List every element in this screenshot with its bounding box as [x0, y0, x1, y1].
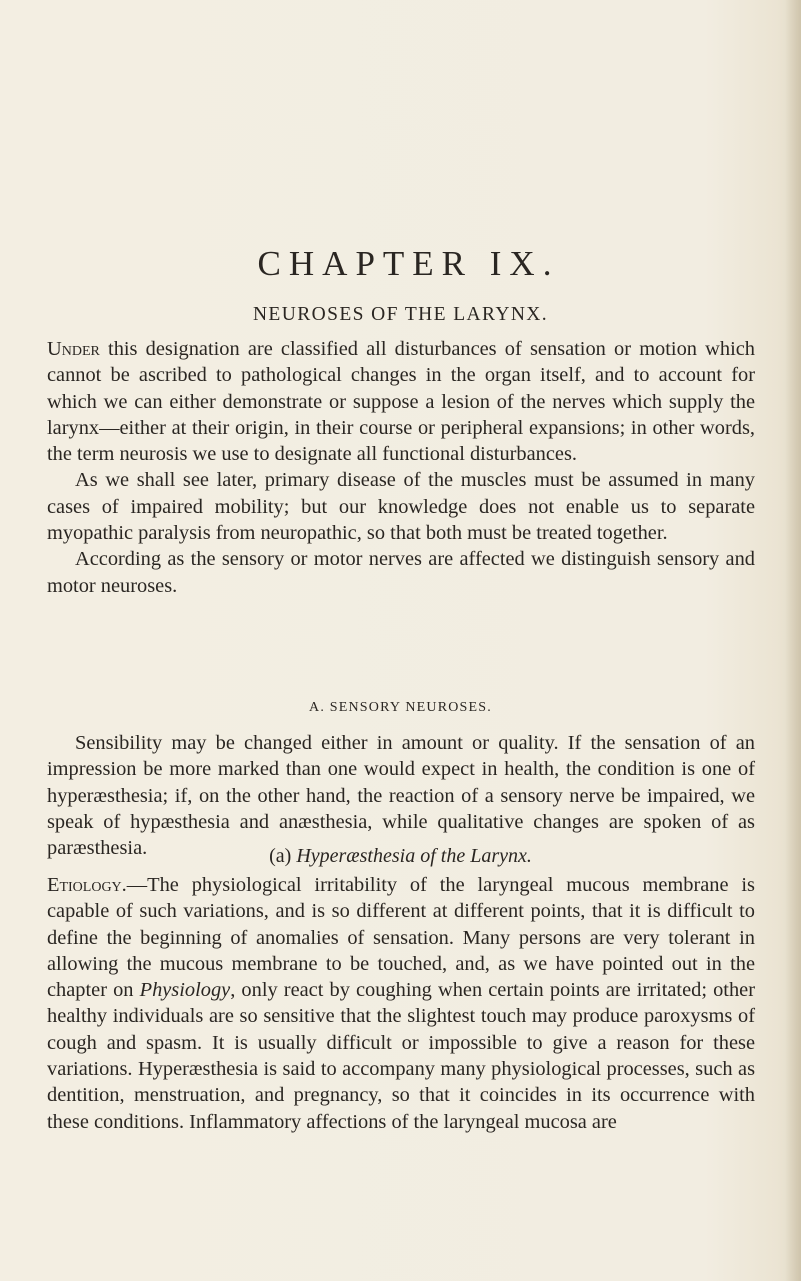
chapter-subtitle: NEUROSES OF THE LARYNX.: [252, 304, 549, 325]
section-a-text: [47, 730, 755, 861]
physiology-reference: Physiology: [139, 979, 231, 1002]
etiology-lead: Etiology.: [47, 874, 127, 896]
subsection-label: (a): [269, 845, 292, 867]
section-a-paragraph-1: Sensibility may be changed either in amount or quality. If the sensation of an impression be more marked than one would expect in health, the condition is one of hyperæsthesia; if, on the other hand, the reaction of a sensory nerve be impaired, we speak of hypæsthesia and anæsthesia, while qualitative changes are spoken of as paræsthesia.: [47, 732, 755, 860]
page-edge-shadow: [785, 0, 801, 1281]
subsection-title: [0, 845, 801, 868]
etiology-text-1: —The physiological irritability of the laryngeal mucous membrane is capable of such variations, and is so different at different points, that it is difficult to define the beginning of anomalies of sensation. Many persons are very tolerant in allowing the mucous membrane to be touched, and, as we have pointed out in the chapter on: [47, 874, 755, 1002]
paragraph-lead-word: Under: [47, 338, 100, 360]
etiology-text-2: , only react by coughing when certain points are irritated; other healthy individuals are so sensitive that the slightest touch may produce paroxysms of cough and spasm. It is usually difficult or impossible to give a reason for these variations. Hyperæsthesia is said to accompany many physiological processes, such as dentition, menstruation, and pregnancy, so that it coincides in its occurrence with these conditions. Inflammatory affections of the laryngeal mucosa are: [47, 979, 755, 1133]
intro-paragraph-2: As we shall see later, primary disease of the muscles must be assumed in many cases of impaired mobility; but our knowledge does not enable us to separate myopathic paralysis from neuropathic, so that both must be treated together.: [47, 469, 755, 545]
chapter-title: CHAPTER IX.: [257, 244, 560, 283]
etiology-paragraph: [47, 872, 755, 1135]
paragraph-text: this designation are classified all disturbances of sensation or motion which cannot be ascribed to pathological changes in the organ itself, and to account for which we can either demonstrate or suppose a lesion of the nerves which supply the larynx—either at their origin, in their course or peripheral expansions; in other words, the term neurosis we use to designate all functional disturbances.: [47, 338, 755, 466]
intro-paragraph-3: According as the sensory or motor nerves are affected we distinguish sensory and motor neuroses.: [47, 548, 755, 597]
section-heading: A. SENSORY NEUROSES.: [309, 700, 492, 715]
intro-text: [47, 336, 755, 599]
subsection-title-text: Hyperæsthesia of the Larynx.: [296, 845, 532, 867]
etiology-text: [47, 872, 755, 1135]
intro-paragraph-1: [47, 336, 755, 467]
